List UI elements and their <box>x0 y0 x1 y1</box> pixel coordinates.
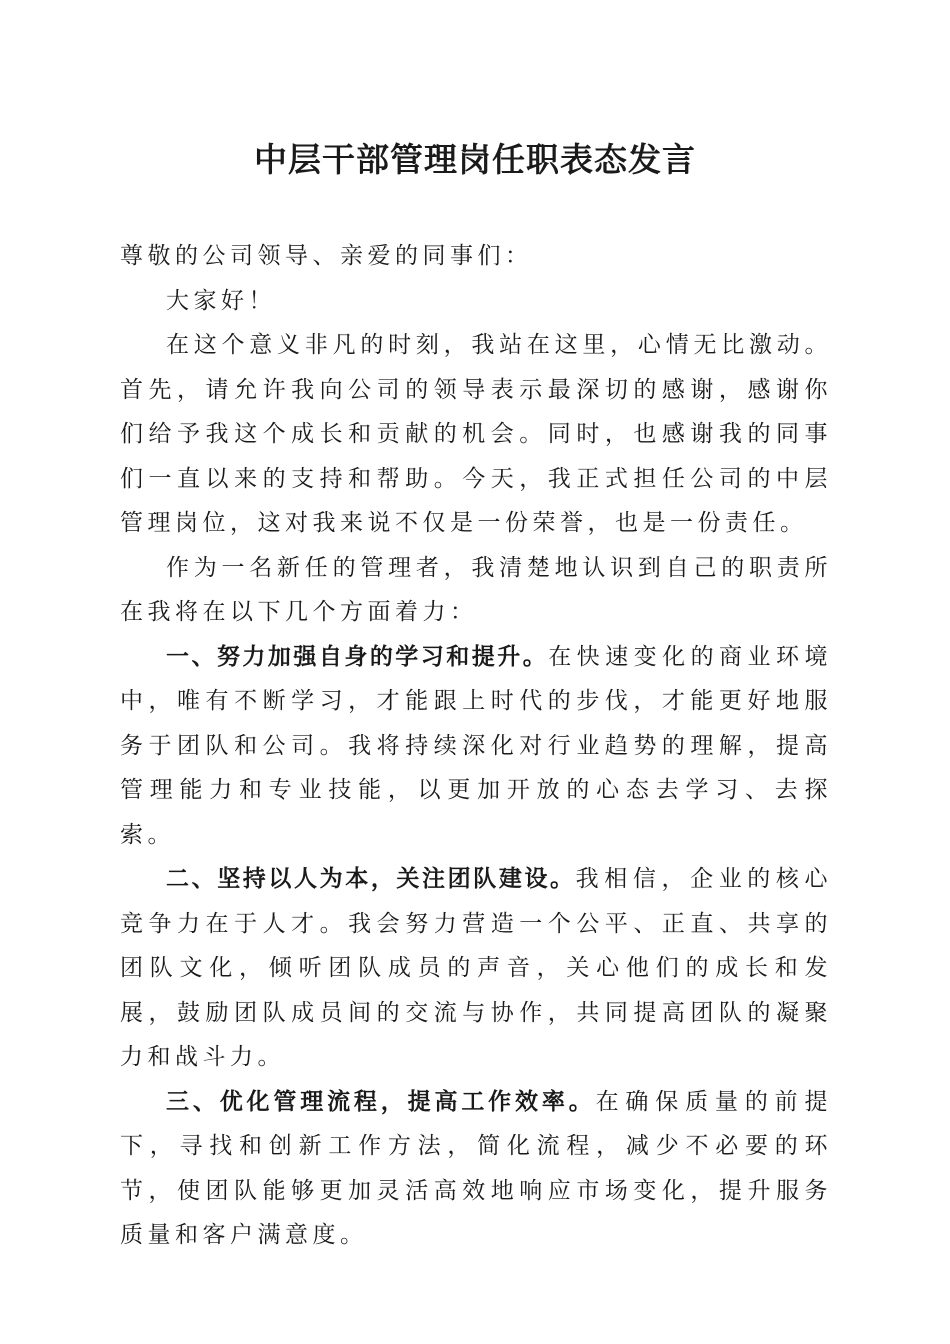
point-2 <box>120 857 832 1080</box>
paragraph-focus-areas: 作为一名新任的管理者，我清楚地认识到自己的职责所在我将在以下几个方面着力： <box>120 554 832 625</box>
document-body <box>120 234 832 1258</box>
point-2-body: 我相信，企业的核心竞争力在于人才。我会努力营造一个公平、正直、共享的团队文化，倾听团队成员的声音，关心他们的成长和发展，鼓励团队成员间的交流与协作，共同提高团队的凝聚力和战斗力。 <box>120 866 833 1070</box>
point-3 <box>120 1080 832 1258</box>
document-title: 中层干部管理岗任职表态发言 <box>254 140 696 179</box>
point-1 <box>120 635 832 858</box>
paragraph-intro: 在这个意义非凡的时刻，我站在这里，心情无比激动。首先，请允许我向公司的领导表示最深切的感谢，感谢你们给予我这个成长和贡献的机会。同时，也感谢我的同事们一直以来的支持和帮助。今天，我正式担任公司的中层管理岗位，这对我来说不仅是一份荣誉，也是一份责任。 <box>120 332 832 536</box>
point-2-heading: 二、坚持以人为本，关注团队建设。 <box>166 866 576 892</box>
point-1-body: 在快速变化的商业环境中，唯有不断学习，才能跟上时代的步伐，才能更好地服务于团队和公司。我将持续深化对行业趋势的理解，提高管理能力和专业技能，以更加开放的心态去学习、去探索。 <box>120 643 833 848</box>
point-3-body: 在确保质量的前提下，寻找和创新工作方法，简化流程，减少不必要的环节，使团队能够更加灵活高效地响应市场变化，提升服务质量和客户满意度。 <box>120 1088 833 1248</box>
salutation: 尊敬的公司领导、亲爱的同事们： <box>120 243 533 269</box>
point-3-heading: 三、优化管理流程，提高工作效率。 <box>166 1088 596 1115</box>
point-1-heading: 一、努力加强自身的学习和提升。 <box>166 643 549 670</box>
greeting: 大家好！ <box>166 287 276 314</box>
